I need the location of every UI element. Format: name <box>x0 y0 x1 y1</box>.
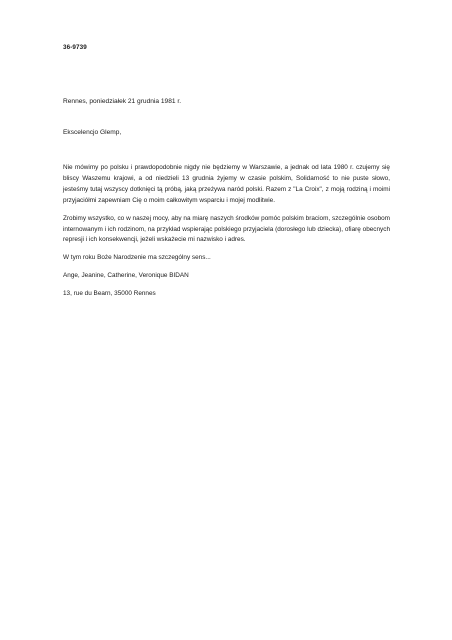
document-reference-number: 36-9739 <box>63 44 87 51</box>
letter-body <box>63 163 390 307</box>
letter-place-date: Rennes, poniedziałek 21 grudnia 1981 r. <box>63 98 182 105</box>
letter-signature-names: Ange, Jeanine, Catherine, Veronique BIDAN <box>63 272 189 280</box>
letter-paragraph-help: Zrobimy wszystko, co w naszej mocy, aby na miarę naszych środków pomóc polskim braciom, szczególnie osobom internowanym i ich rodzinom, na przykład wspierając polskiego przyjaciela (dorosłego lub dziecka), ofiarę obecnych represji i ich konsekwencji, jeżeli wskażecie mi nazwisko i adres. <box>63 214 390 244</box>
letter-sender-address: 13, rue du Bearn, 35000 Rennes <box>63 290 156 298</box>
letter-paragraph-support: Nie mówimy po polsku i prawdopodobnie nigdy nie będziemy w Warszawie, a jednak od lata 1980 r. czujemy się bliscy Waszemu krajowi, a od niedzieli 13 grudnia żyjemy w czasie polskim, Solidarność to nie puste słowo, jesteśmy tutaj wszyscy dotknięci tą próbą, jaką przeżywa naród polski. Razem z "La Croix", z moją rodziną i moimi przyjaciółmi zapewniam Cię o moim całkowitym wsparciu i mojej modlitwie. <box>63 164 390 204</box>
letter-paragraph-christmas: W tym roku Boże Narodzenie ma szczególny sens... <box>63 254 211 262</box>
letter-salutation: Ekscelencjo Glemp, <box>63 129 122 136</box>
